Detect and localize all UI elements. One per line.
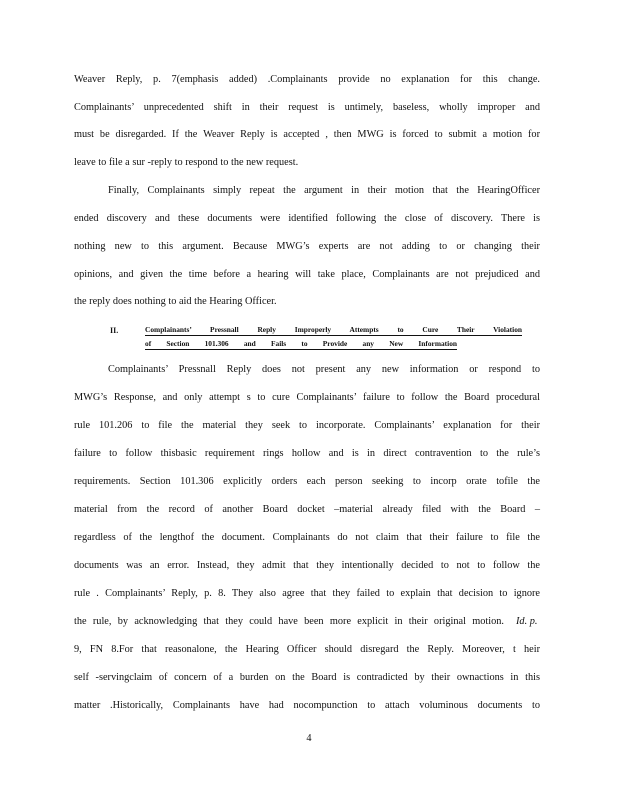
body-line: failure to follow thisbasic requirement rings hollow and is in direct contravention to the rule’s	[74, 448, 540, 459]
body-line: must be disregarded. If the Weaver Reply is accepted , then MWG is forced to submit a motion for	[74, 129, 540, 140]
body-line: documents was an error. Instead, they admit that they intentionally decided to not to follow the	[74, 560, 540, 571]
body-line: leave to file a sur -reply to respond to the new request.	[74, 157, 299, 168]
section-heading-line-1: Complainants’ Pressnall Reply Improperly Attempts to Cure Their Violation	[145, 325, 522, 334]
body-line: opinions, and given the time before a hearing will take place, Complainants are not prejudiced and	[74, 269, 540, 280]
body-line: 9, FN 8.For that reasonalone, the Hearing Officer should disregard the Reply. Moreover, t heir	[74, 644, 540, 655]
section-heading-line-2: of Section 101.306 and Fails to Provide any New Information	[145, 339, 457, 348]
body-line: Complainants’ unprecedented shift in their request is untimely, baseless, wholly improper and	[74, 102, 540, 113]
body-line: the rule, by acknowledging that they could have been more explicit in their original motion.	[74, 616, 504, 627]
body-line: regardless of the lengthof the document. Complainants do not claim that their failure to file the	[74, 532, 540, 543]
body-line: nothing new to this argument. Because MWG’s experts are not adding to or changing their	[74, 241, 540, 252]
body-line: rule 101.206 to file the material they seek to incorporate. Complainants’ explanation for their	[74, 420, 540, 431]
body-line: the reply does nothing to aid the Hearing Officer.	[74, 296, 277, 307]
body-line: MWG’s Response, and only attempt s to cure Complainants’ failure to follow the Board procedural	[74, 392, 540, 403]
citation-id: Id. p.	[516, 616, 538, 627]
section-number: II.	[110, 326, 119, 335]
body-line: Weaver Reply, p. 7(emphasis added) .Complainants provide no explanation for this change.	[74, 74, 540, 85]
body-line: Complainants’ Pressnall Reply does not present any new information or respond to	[108, 364, 540, 375]
body-line: ended discovery and these documents were identified following the close of discovery. There is	[74, 213, 540, 224]
body-line: Finally, Complainants simply repeat the argument in their motion that the HearingOfficer	[108, 185, 540, 196]
body-line: rule . Complainants’ Reply, p. 8. They also agree that they failed to explain that decision to ignore	[74, 588, 540, 599]
body-line: material from the record of another Board docket –material already filed with the Board –	[74, 504, 540, 515]
body-line: self -servingclaim of concern of a burden on the Board is contradicted by their ownactions in this	[74, 672, 540, 683]
body-line: requirements. Section 101.306 explicitly orders each person seeking to incorp orate tofile the	[74, 476, 540, 487]
page-number: 4	[306, 733, 312, 744]
body-line: matter .Historically, Complainants have had nocompunction to attach voluminous documents to	[74, 700, 540, 711]
